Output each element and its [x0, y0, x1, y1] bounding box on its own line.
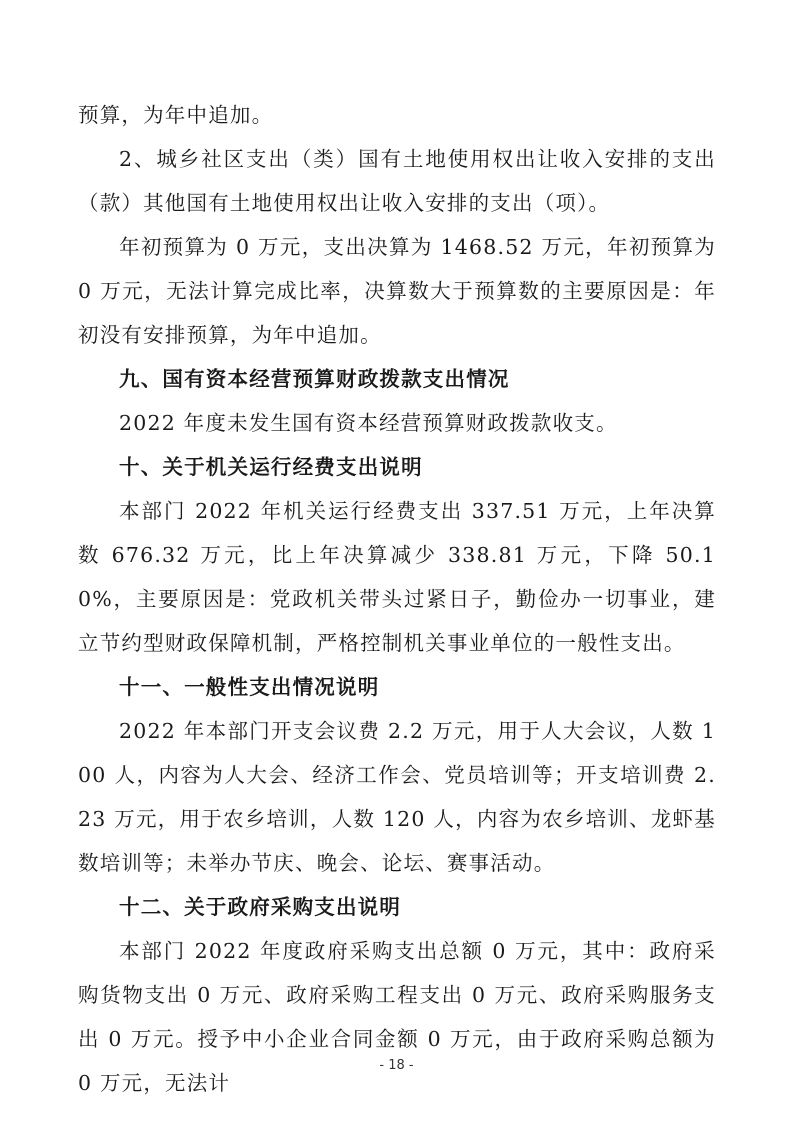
- paragraph-section-9: 2022 年度未发生国有资本经营预算财政拨款收支。: [119, 411, 618, 435]
- section-heading-12: 十二、关于政府采购支出说明: [119, 895, 402, 919]
- paragraph-section-11: 2022 年本部门开支会议费 2.2 万元，用于人大会议，人数 100 人，内容为人大会、经济工作会、党员培训等；开支培训费 2.23 万元，用于农乡培训，人数 120 人，内容为农乡培训、龙虾基数培训等；未举办节庆、晚会、论坛、赛事活动。: [78, 719, 716, 875]
- section-heading-11: 十一、一般性支出情况说明: [119, 675, 380, 699]
- paragraph-section-12: 本部门 2022 年度政府采购支出总额 0 万元，其中：政府采购货物支出 0 万元、政府采购工程支出 0 万元、政府采购服务支出 0 万元。授予中小企业合同金额 0 万元，由于政府采购总额为 0 万元，无法计: [78, 939, 716, 1095]
- page-number: - 18 -: [379, 1058, 414, 1073]
- paragraph-item-2: 2、城乡社区支出（类）国有土地使用权出让收入安排的支出（款）其他国有土地使用权出让收入安排的支出（项）。: [78, 147, 716, 215]
- paragraph-section-10: 本部门 2022 年机关运行经费支出 337.51 万元，上年决算数 676.32 万元，比上年决算减少 338.81 万元，下降 50.10%，主要原因是：党政机关带头过紧日子，勤俭办一切事业，建立节约型财政保障机制，严格控制机关事业单位的一般性支出。: [78, 499, 716, 655]
- section-heading-9: 九、国有资本经营预算财政拨款支出情况: [119, 367, 510, 391]
- document-body: [78, 93, 716, 1105]
- section-heading-10: 十、关于机关运行经费支出说明: [119, 455, 423, 479]
- paragraph-budget-detail: 年初预算为 0 万元，支出决算为 1468.52 万元，年初预算为 0 万元，无法计算完成比率，决算数大于预算数的主要原因是：年初没有安排预算，为年中追加。: [78, 235, 716, 347]
- paragraph-continuation: 预算，为年中追加。: [78, 103, 274, 127]
